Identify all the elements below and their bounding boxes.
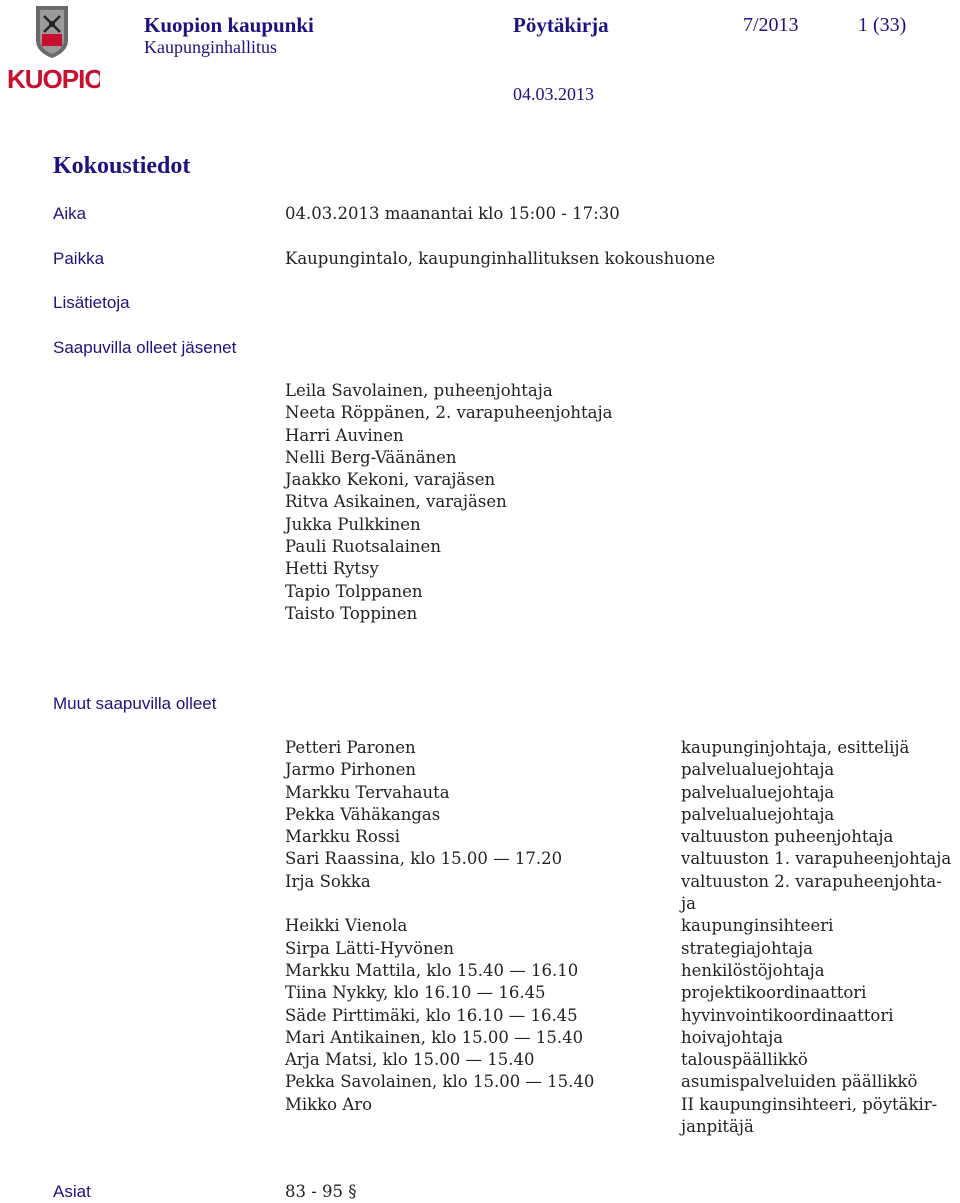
list-item: Jukka Pulkkinen (285, 514, 421, 534)
kuopio-logo (4, 2, 100, 98)
list-item: valtuuston 2. varapuheenjohta- (681, 871, 942, 891)
list-item: Taisto Toppinen (285, 603, 418, 623)
list-item: Hetti Rytsy (285, 559, 379, 579)
doc-number: 7/2013 (743, 14, 799, 36)
list-item: Pauli Ruotsalainen (285, 537, 441, 557)
list-item: Sari Raassina, klo 15.00 — 17.20 (285, 849, 563, 869)
list-item: Säde Pirttimäki, klo 16.10 — 16.45 (285, 1005, 578, 1025)
list-item (285, 893, 594, 915)
list-item: Leila Savolainen, puheenjohtaja (285, 381, 553, 400)
list-item: Jarmo Pirhonen (285, 760, 417, 780)
list-item: Pekka Savolainen, klo 15.00 — 15.40 (285, 1072, 595, 1092)
list-item: Mari Antikainen, klo 15.00 — 15.40 (285, 1027, 584, 1047)
aika-value: 04.03.2013 maanantai klo 15:00 - 17:30 (285, 204, 620, 223)
members-list (285, 380, 612, 625)
list-item: Nelli Berg-Väänänen (285, 447, 457, 467)
asiat-label: Asiat (53, 1182, 91, 1201)
others-roles-list (681, 737, 951, 1138)
board-name: Kaupunginhallitus (144, 37, 277, 57)
list-item: henkilöstöjohtaja (681, 960, 825, 980)
list-item: Neeta Röppänen, 2. varapuheenjohtaja (285, 403, 613, 423)
list-item: Tiina Nykky, klo 16.10 — 16.45 (285, 983, 546, 1003)
list-item: palvelualuejohtaja (681, 804, 835, 824)
list-item: Heikki Vienola (285, 916, 408, 936)
list-item: II kaupunginsihteeri, pöytäkir- (681, 1094, 938, 1114)
paikka-label: Paikka (53, 249, 105, 268)
list-item: janpitäjä (681, 1117, 754, 1137)
list-item: Arja Matsi, klo 15.00 — 15.40 (285, 1050, 535, 1070)
paikka-value: Kaupungintalo, kaupunginhallituksen kokoushuone (285, 249, 716, 268)
list-item: Tapio Tolppanen (285, 581, 423, 601)
page-number: 1 (33) (858, 14, 907, 36)
list-item: hoivajohtaja (681, 1027, 784, 1047)
muut-label: Muut saapuvilla olleet (53, 694, 217, 713)
list-item: Markku Rossi (285, 827, 401, 847)
list-item: Markku Mattila, klo 15.40 — 16.10 (285, 960, 579, 980)
list-item: Petteri Paronen (285, 738, 416, 757)
list-item: Markku Tervahauta (285, 782, 450, 802)
list-item: valtuuston 1. varapuheenjohtaja (681, 849, 952, 869)
list-item: palvelualuejohtaja (681, 782, 835, 802)
aika-label: Aika (53, 204, 87, 223)
doc-type: Pöytäkirja (513, 13, 609, 37)
svg-text:KUOPIO: KUOPIO (7, 64, 100, 94)
list-item: Irja Sokka (285, 871, 371, 891)
kuopio-coat-of-arms-icon (4, 2, 100, 98)
list-item: Mikko Aro (285, 1094, 373, 1114)
list-item: hyvinvointikoordinaattori (681, 1005, 894, 1025)
page-title: Kokoustiedot (53, 153, 191, 179)
list-item: ja (681, 894, 696, 914)
list-item: Sirpa Lätti-Hyvönen (285, 938, 455, 958)
list-item: projektikoordinaattori (681, 983, 867, 1003)
saapuvilla-label: Saapuvilla olleet jäsenet (53, 338, 237, 357)
list-item: valtuuston puheenjohtaja (681, 827, 894, 847)
org-name: Kuopion kaupunki (144, 13, 314, 37)
list-item: kaupunginsihteeri (681, 916, 834, 936)
list-item: Jaakko Kekoni, varajäsen (285, 470, 496, 490)
others-names-list (285, 737, 594, 1116)
header-date: 04.03.2013 (513, 84, 594, 104)
list-item: Pekka Vähäkangas (285, 804, 441, 824)
list-item: Ritva Asikainen, varajäsen (285, 492, 507, 512)
list-item: talouspäällikkö (681, 1050, 808, 1070)
list-item: strategiajohtaja (681, 938, 813, 958)
list-item: Harri Auvinen (285, 425, 404, 445)
list-item: palvelualuejohtaja (681, 760, 835, 780)
lisatietoja-label: Lisätietoja (53, 293, 130, 312)
list-item: asumispalveluiden päällikkö (681, 1072, 918, 1092)
asiat-value: 83 - 95 § (285, 1182, 357, 1201)
list-item: kaupunginjohtaja, esittelijä (681, 738, 910, 757)
